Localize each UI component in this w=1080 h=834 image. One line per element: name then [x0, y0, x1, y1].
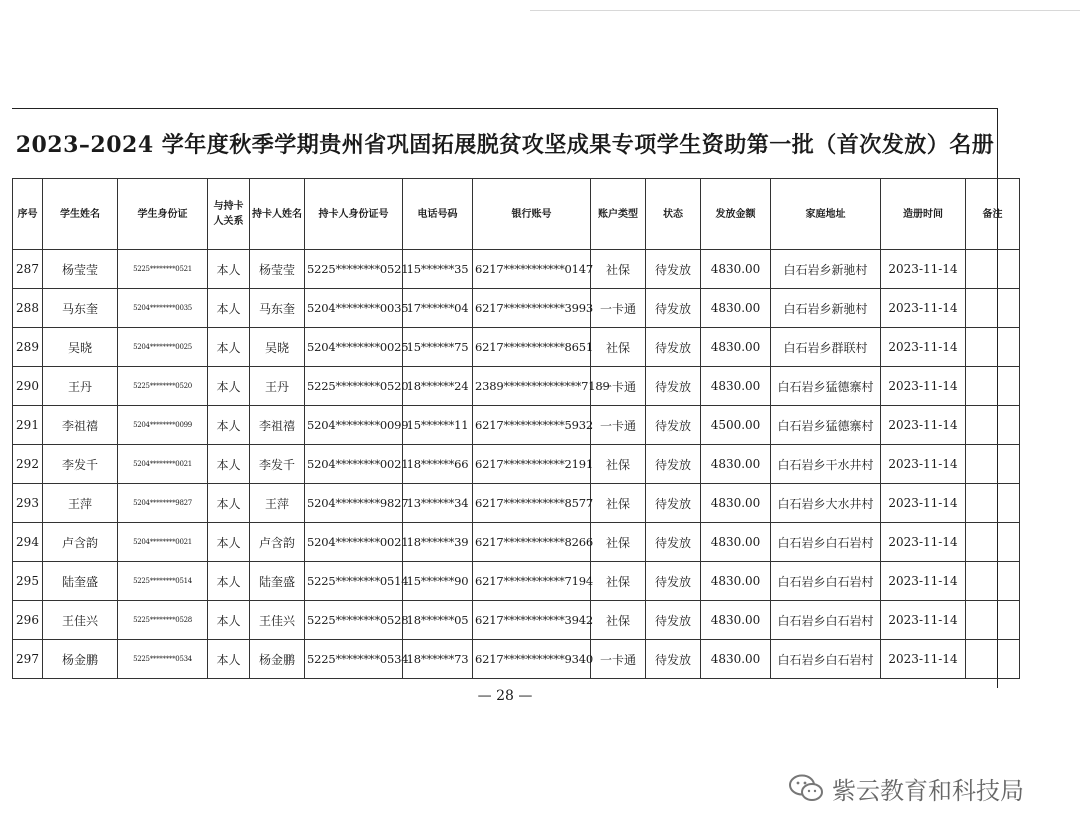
cell-status: 待发放: [646, 484, 701, 523]
cell-amount: 4830.00: [701, 601, 771, 640]
cell-student-id: 5225********0520: [118, 367, 208, 406]
table-row: [13, 445, 1020, 484]
cell-amount: 4830.00: [701, 484, 771, 523]
cell-status: 待发放: [646, 601, 701, 640]
cell-status: 待发放: [646, 445, 701, 484]
cell-account-type: 社保: [591, 250, 646, 289]
table-row: [13, 328, 1020, 367]
cell-status: 待发放: [646, 406, 701, 445]
cell-date: 2023-11-14: [881, 484, 966, 523]
cell-bank-account: 6217***********2191: [473, 445, 591, 484]
cell-bank-account: 6217***********7194: [473, 562, 591, 601]
cell-relation: 本人: [208, 445, 250, 484]
cell-holder-name: 陆奎盛: [250, 562, 305, 601]
cell-remarks: [966, 289, 1020, 328]
cell-index: 293: [13, 484, 43, 523]
cell-relation: 本人: [208, 328, 250, 367]
cell-student-id: 5225********0521: [118, 250, 208, 289]
watermark-text: 紫云教育和科技局: [832, 776, 1024, 805]
cell-holder-name: 卢含韵: [250, 523, 305, 562]
cell-status: 待发放: [646, 289, 701, 328]
cell-holder-id: 5204********0025: [305, 328, 403, 367]
cell-bank-account: 6217***********8651: [473, 328, 591, 367]
cell-amount: 4830.00: [701, 250, 771, 289]
cell-bank-account: 6217***********9340: [473, 640, 591, 679]
cell-student-name: 杨金鹏: [43, 640, 118, 679]
cell-relation: 本人: [208, 562, 250, 601]
cell-remarks: [966, 328, 1020, 367]
cell-remarks: [966, 406, 1020, 445]
cell-index: 295: [13, 562, 43, 601]
table-row: [13, 367, 1020, 406]
cell-remarks: [966, 562, 1020, 601]
cell-phone: 15******75: [403, 328, 473, 367]
cell-student-name: 王萍: [43, 484, 118, 523]
cell-account-type: 社保: [591, 445, 646, 484]
cell-student-id: 5204********0035: [118, 289, 208, 328]
header-relation: 与持卡人关系: [208, 179, 250, 250]
cell-status: 待发放: [646, 328, 701, 367]
document-title: 2023–2024 学年度秋季学期贵州省巩固拓展脱贫攻坚成果专项学生资助第一批（首次发放）名册: [15, 131, 995, 158]
cell-amount: 4500.00: [701, 406, 771, 445]
cell-phone: 15******35: [403, 250, 473, 289]
cell-date: 2023-11-14: [881, 640, 966, 679]
cell-date: 2023-11-14: [881, 328, 966, 367]
cell-phone: 18******73: [403, 640, 473, 679]
cell-relation: 本人: [208, 406, 250, 445]
cell-relation: 本人: [208, 640, 250, 679]
cell-student-name: 马东奎: [43, 289, 118, 328]
cell-student-id: 5225********0514: [118, 562, 208, 601]
cell-account-type: 一卡通: [591, 640, 646, 679]
cell-bank-account: 2389**************7189: [473, 367, 591, 406]
cell-account-type: 一卡通: [591, 406, 646, 445]
header-status: 状态: [646, 179, 701, 250]
cell-bank-account: 6217***********8266: [473, 523, 591, 562]
cell-relation: 本人: [208, 484, 250, 523]
cell-student-id: 5225********0534: [118, 640, 208, 679]
cell-status: 待发放: [646, 640, 701, 679]
cell-student-id: 5204********9827: [118, 484, 208, 523]
cell-relation: 本人: [208, 250, 250, 289]
cell-phone: 18******66: [403, 445, 473, 484]
cell-account-type: 社保: [591, 484, 646, 523]
header-phone: 电话号码: [403, 179, 473, 250]
page-number: — 28 —: [477, 688, 533, 704]
cell-remarks: [966, 640, 1020, 679]
cell-address: 白石岩乡群联村: [771, 328, 881, 367]
table-row: [13, 523, 1020, 562]
cell-amount: 4830.00: [701, 562, 771, 601]
cell-student-name: 吴晓: [43, 328, 118, 367]
cell-student-name: 杨莹莹: [43, 250, 118, 289]
header-address: 家庭地址: [771, 179, 881, 250]
cell-date: 2023-11-14: [881, 367, 966, 406]
cell-phone: 18******39: [403, 523, 473, 562]
student-aid-roster-table: [12, 178, 1020, 679]
cell-holder-name: 王佳兴: [250, 601, 305, 640]
cell-index: 289: [13, 328, 43, 367]
header-bank-account: 银行账号: [473, 179, 591, 250]
cell-remarks: [966, 445, 1020, 484]
cell-address: 白石岩乡干水井村: [771, 445, 881, 484]
cell-date: 2023-11-14: [881, 523, 966, 562]
cell-student-name: 陆奎盛: [43, 562, 118, 601]
cell-account-type: 社保: [591, 328, 646, 367]
cell-account-type: 社保: [591, 523, 646, 562]
cell-student-name: 王丹: [43, 367, 118, 406]
cell-status: 待发放: [646, 562, 701, 601]
cell-account-type: 一卡通: [591, 367, 646, 406]
cell-holder-name: 马东奎: [250, 289, 305, 328]
cell-student-name: 李发千: [43, 445, 118, 484]
watermark: [788, 770, 1024, 806]
cell-address: 白石岩乡白石岩村: [771, 640, 881, 679]
table-row: [13, 601, 1020, 640]
cell-holder-name: 王萍: [250, 484, 305, 523]
cell-remarks: [966, 601, 1020, 640]
cell-holder-id: 5204********0035: [305, 289, 403, 328]
cell-student-id: 5204********0021: [118, 523, 208, 562]
cell-amount: 4830.00: [701, 328, 771, 367]
cell-amount: 4830.00: [701, 640, 771, 679]
cell-index: 297: [13, 640, 43, 679]
cell-phone: 15******90: [403, 562, 473, 601]
cell-account-type: 社保: [591, 562, 646, 601]
header-holder-name: 持卡人姓名: [250, 179, 305, 250]
cell-student-name: 李祖禧: [43, 406, 118, 445]
cell-holder-id: 5204********9827: [305, 484, 403, 523]
table-row: [13, 250, 1020, 289]
cell-date: 2023-11-14: [881, 289, 966, 328]
cell-index: 294: [13, 523, 43, 562]
header-account-type: 账户类型: [591, 179, 646, 250]
cell-bank-account: 6217***********5932: [473, 406, 591, 445]
cell-holder-id: 5204********0021: [305, 523, 403, 562]
cell-student-name: 卢含韵: [43, 523, 118, 562]
cell-address: 白石岩乡大水井村: [771, 484, 881, 523]
cell-bank-account: 6217***********0147: [473, 250, 591, 289]
cell-address: 白石岩乡白石岩村: [771, 562, 881, 601]
header-amount: 发放金额: [701, 179, 771, 250]
table-row: [13, 484, 1020, 523]
cell-holder-name: 吴晓: [250, 328, 305, 367]
cell-remarks: [966, 367, 1020, 406]
cell-account-type: 一卡通: [591, 289, 646, 328]
header-holder-id: 持卡人身份证号: [305, 179, 403, 250]
cell-holder-name: 杨金鹏: [250, 640, 305, 679]
cell-student-id: 5204********0021: [118, 445, 208, 484]
cell-holder-name: 杨莹莹: [250, 250, 305, 289]
cell-bank-account: 6217***********3942: [473, 601, 591, 640]
cell-date: 2023-11-14: [881, 406, 966, 445]
cell-account-type: 社保: [591, 601, 646, 640]
cell-address: 白石岩乡新驰村: [771, 250, 881, 289]
table-row: [13, 289, 1020, 328]
cell-amount: 4830.00: [701, 367, 771, 406]
cell-bank-account: 6217***********3993: [473, 289, 591, 328]
table-header-row: [13, 179, 1020, 250]
cell-phone: 18******24: [403, 367, 473, 406]
cell-holder-id: 5204********0099: [305, 406, 403, 445]
wechat-icon: [788, 773, 824, 803]
cell-holder-id: 5204********0021: [305, 445, 403, 484]
cell-index: 288: [13, 289, 43, 328]
cell-remarks: [966, 523, 1020, 562]
cell-relation: 本人: [208, 523, 250, 562]
header-index: 序号: [13, 179, 43, 250]
cell-relation: 本人: [208, 289, 250, 328]
cell-date: 2023-11-14: [881, 445, 966, 484]
cell-index: 291: [13, 406, 43, 445]
cell-index: 290: [13, 367, 43, 406]
cell-remarks: [966, 484, 1020, 523]
cell-address: 白石岩乡猛德寨村: [771, 367, 881, 406]
cell-status: 待发放: [646, 367, 701, 406]
cell-address: 白石岩乡猛德寨村: [771, 406, 881, 445]
cell-bank-account: 6217***********8577: [473, 484, 591, 523]
cell-phone: 13******34: [403, 484, 473, 523]
cell-address: 白石岩乡新驰村: [771, 289, 881, 328]
cell-phone: 17******04: [403, 289, 473, 328]
header-remarks: 备注: [966, 179, 1020, 250]
cell-date: 2023-11-14: [881, 562, 966, 601]
cell-holder-name: 王丹: [250, 367, 305, 406]
cell-holder-id: 5225********0514: [305, 562, 403, 601]
cell-date: 2023-11-14: [881, 250, 966, 289]
table-row: [13, 562, 1020, 601]
cell-index: 287: [13, 250, 43, 289]
cell-index: 296: [13, 601, 43, 640]
cell-amount: 4830.00: [701, 523, 771, 562]
header-student-id: 学生身份证: [118, 179, 208, 250]
cell-student-id: 5204********0025: [118, 328, 208, 367]
cell-phone: 18******05: [403, 601, 473, 640]
cell-amount: 4830.00: [701, 445, 771, 484]
cell-relation: 本人: [208, 367, 250, 406]
cell-amount: 4830.00: [701, 289, 771, 328]
cell-holder-name: 李祖禧: [250, 406, 305, 445]
cell-student-name: 王佳兴: [43, 601, 118, 640]
cell-date: 2023-11-14: [881, 601, 966, 640]
cell-holder-id: 5225********0521: [305, 250, 403, 289]
header-student-name: 学生姓名: [43, 179, 118, 250]
cell-student-id: 5204********0099: [118, 406, 208, 445]
cell-holder-id: 5225********0534: [305, 640, 403, 679]
cell-holder-id: 5225********0520: [305, 367, 403, 406]
table-row: [13, 640, 1020, 679]
header-date: 造册时间: [881, 179, 966, 250]
cell-address: 白石岩乡白石岩村: [771, 523, 881, 562]
cell-remarks: [966, 250, 1020, 289]
paper-edge: [530, 10, 1080, 11]
table-row: [13, 406, 1020, 445]
cell-student-id: 5225********0528: [118, 601, 208, 640]
cell-status: 待发放: [646, 250, 701, 289]
cell-status: 待发放: [646, 523, 701, 562]
cell-phone: 15******11: [403, 406, 473, 445]
cell-address: 白石岩乡白石岩村: [771, 601, 881, 640]
cell-holder-id: 5225********0528: [305, 601, 403, 640]
cell-relation: 本人: [208, 601, 250, 640]
cell-holder-name: 李发千: [250, 445, 305, 484]
cell-index: 292: [13, 445, 43, 484]
